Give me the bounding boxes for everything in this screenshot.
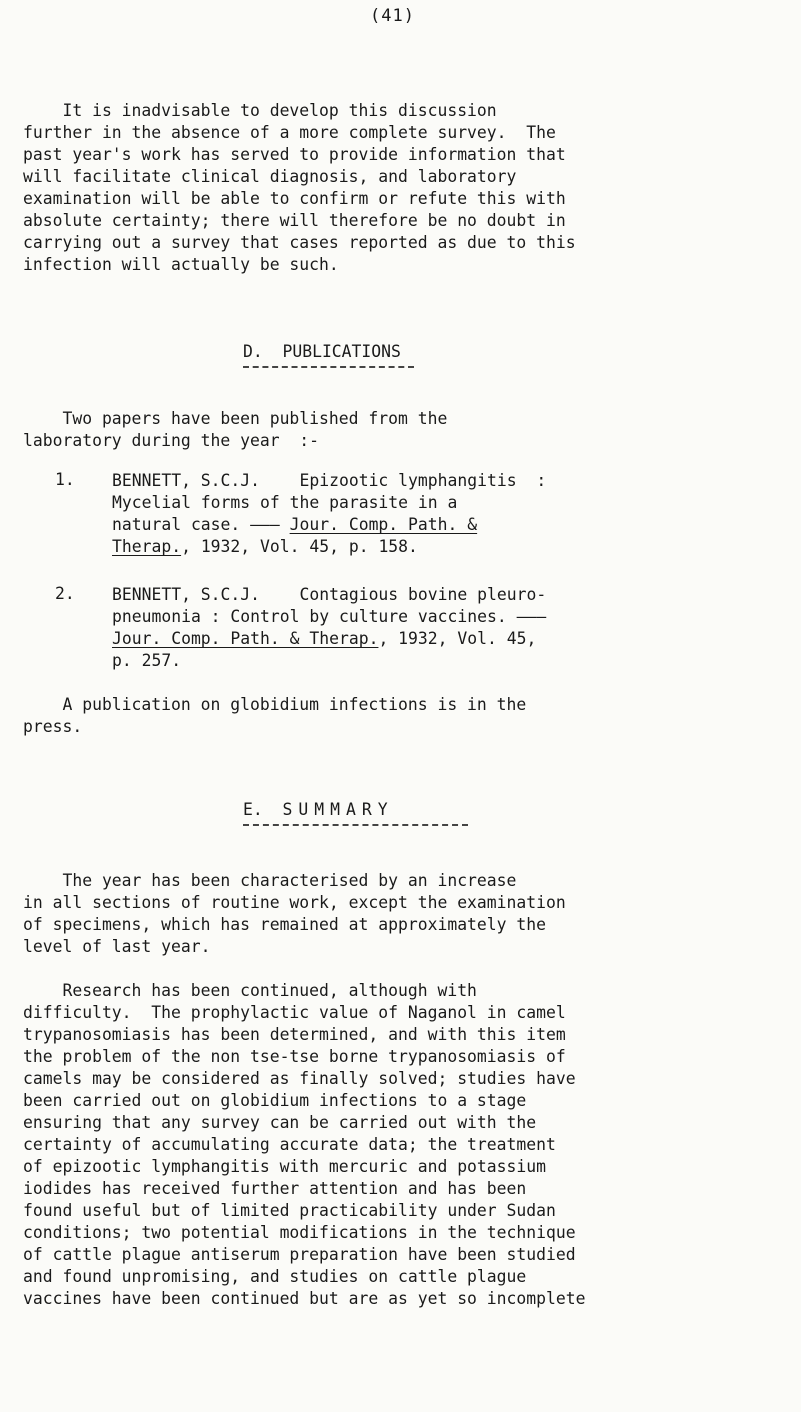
text-line: examination will be able to confirm or refute this with <box>23 189 566 208</box>
text-line: level of last year. <box>23 937 211 956</box>
text-span: natural case. ——— <box>112 515 290 534</box>
text-line: of specimens, which has remained at approximately the <box>23 915 547 934</box>
text-line: will facilitate clinical diagnosis, and laboratory <box>23 167 517 186</box>
text-line: past year's work has served to provide information that <box>23 145 566 164</box>
heading-rule <box>243 824 468 826</box>
text-line: of cattle plague antiserum preparation have been studied <box>23 1245 576 1264</box>
text-line: been carried out on globidium infections to a stage <box>23 1091 527 1110</box>
text-line: It is inadvisable to develop this discussion <box>23 101 497 120</box>
text-line: Two papers have been published from the <box>23 409 448 428</box>
reference-number: 1. <box>55 470 75 489</box>
text-line <box>112 628 536 650</box>
journal-title: Therap. <box>112 537 182 556</box>
text-line: carrying out a survey that cases reported as due to this <box>23 233 576 252</box>
heading-word: SUMMARY <box>282 800 394 819</box>
text-line: and found unpromising, and studies on cattle plague <box>23 1267 527 1286</box>
page-number: (41) <box>370 6 415 26</box>
text-line: laboratory during the year :- <box>23 431 320 450</box>
text-line: trypanosomiasis has been determined, and with this item <box>23 1025 566 1044</box>
publications-heading: D. PUBLICATIONS <box>243 342 401 361</box>
text-line: p. 257. <box>112 651 182 670</box>
text-line: Research has been continued, although with <box>23 981 477 1000</box>
text-line: BENNETT, S.C.J. Contagious bovine pleuro- <box>112 585 547 604</box>
text-line: pneumonia : Control by culture vaccines. ——— <box>112 607 547 626</box>
text-line: in all sections of routine work, except the examination <box>23 893 566 912</box>
text-span: , 1932, Vol. 45, <box>378 629 537 648</box>
text-line: found useful but of limited practicability under Sudan <box>23 1201 556 1220</box>
text-line: A publication on globidium infections is in the <box>23 695 527 714</box>
text-span: , 1932, Vol. 45, p. 158. <box>181 537 418 556</box>
text-line: vaccines have been continued but are as yet so incomplete <box>23 1289 586 1308</box>
reference-number: 2. <box>55 584 75 603</box>
text-line: conditions; two potential modifications in the technique <box>23 1223 576 1242</box>
text-line: The year has been characterised by an increase <box>23 871 517 890</box>
journal-title: Jour. Comp. Path. & Therap. <box>112 629 379 648</box>
text-line: infection will actually be such. <box>23 255 339 274</box>
text-line: absolute certainty; there will therefore be no doubt in <box>23 211 566 230</box>
text-line: Mycelial forms of the parasite in a <box>112 493 458 512</box>
summary-heading <box>243 800 394 819</box>
text-line: iodides has received further attention and has been <box>23 1179 527 1198</box>
heading-letter: E. <box>243 800 263 819</box>
text-line: further in the absence of a more complete survey. The <box>23 123 556 142</box>
text-line: press. <box>23 717 83 736</box>
text-line: difficulty. The prophylactic value of Naganol in camel <box>23 1003 566 1022</box>
text-line: BENNETT, S.C.J. Epizootic lymphangitis : <box>112 471 547 490</box>
text-line <box>112 514 477 536</box>
text-line <box>112 536 418 558</box>
heading-rule <box>243 366 414 368</box>
text-line: the problem of the non tse-tse borne trypanosomiasis of <box>23 1047 566 1066</box>
text-line: certainty of accumulating accurate data; the treatment <box>23 1135 556 1154</box>
text-line: of epizootic lymphangitis with mercuric and potassium <box>23 1157 547 1176</box>
journal-title: Jour. Comp. Path. & <box>289 515 478 534</box>
text-line: camels may be considered as finally solved; studies have <box>23 1069 576 1088</box>
text-line: ensuring that any survey can be carried out with the <box>23 1113 537 1132</box>
